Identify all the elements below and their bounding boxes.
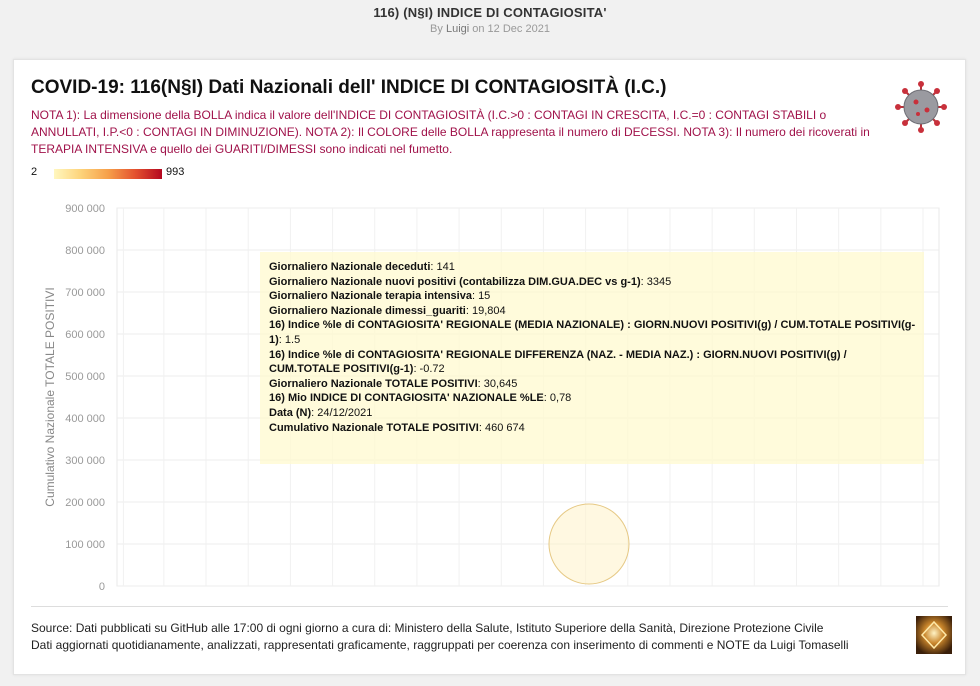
tooltip-label: Cumulativo Nazionale TOTALE POSITIVI [269,421,479,434]
tooltip-row [269,318,916,347]
tooltip-value: : 30,645 [477,377,518,390]
tooltip-row [269,260,916,275]
tooltip-label: Giornaliero Nazionale nuovi positivi (contabilizza DIM.GUA.DEC vs g-1) [269,275,641,288]
tooltip-value: : 15 [471,290,491,303]
y-tick-label: 800 000 [65,245,105,257]
source-line-2: Dati aggiornati quotidianamente, analizzati, rappresentati graficamente, raggruppati per coerenza con inserimento di commenti e NOTE da Luigi Tomaselli [31,638,849,652]
page-title: 116) (N§I) INDICE DI CONTAGIOSITA' [373,5,607,20]
y-tick-label: 300 000 [65,455,105,467]
tooltip-label: Data (N) [269,406,312,419]
color-legend [31,165,231,181]
y-tick-label: 600 000 [65,329,105,341]
tooltip-row [269,406,916,421]
y-axis-title: Cumulativo Nazionale TOTALE POSITIVI [43,287,57,507]
source-line-1: Source: Dati pubblicati su GitHub alle 17:00 di ogni giorno a cura di: Ministero della Salute, Istituto Superiore della Sanità, Direzione Protezione Civile [31,621,824,635]
y-tick-label: 900 000 [65,203,105,215]
tooltip-value: : 24/12/2021 [311,406,373,419]
chart-notes: NOTA 1): La dimensione della BOLLA indica il valore dell'INDICE DI CONTAGIOSITÀ (I.C.>0 : CONTAGI IN CRESCITA, I.C.=0 : CONTAGI STABILI o ANNULLATI, I.P.<0 : CONTAGI IN DIMINUZIONE). NOTA 2): Il COLORE delle BOLLA rappresenta il numero di DECESSI. NOTA 3): Il numero dei ricoverati in TERAPIA INTENSIVA e quello dei GUARITI/DIMESSI sono indicati nel fumetto. [31,108,870,156]
tooltip-value: : -0.72 [413,363,445,376]
virus-icon [894,80,948,134]
tooltip-label: 16) Indice %le di CONTAGIOSITA' REGIONALE (MEDIA NAZIONALE) : GIORN.NUOVI POSITIVI(g) / CUM.TOTALE POSITIVI(g-1) [269,319,916,346]
chart-card [13,59,966,675]
tooltip-value: : 19,804 [465,304,506,317]
byline [0,23,980,35]
source-note [31,620,849,654]
tooltip-value: : 0,78 [543,392,572,405]
tooltip-label: Giornaliero Nazionale deceduti [269,261,431,273]
tooltip-row [269,348,916,377]
tooltip-label: Giornaliero Nazionale dimessi_guariti [269,304,466,317]
legend-max: 993 [166,166,185,178]
legend-min: 2 [31,166,38,178]
data-tooltip [260,252,924,464]
tooltip-label: Giornaliero Nazionale terapia intensiva [269,290,472,303]
tooltip-label: Giornaliero Nazionale TOTALE POSITIVI [269,377,478,390]
tooltip-row [269,289,916,304]
tooltip-row [269,421,916,436]
author-link[interactable]: Luigi [445,23,470,35]
tooltip-value: : 141 [430,261,455,273]
highlight-bubble[interactable] [549,504,629,584]
y-tick-label: 100 000 [65,539,105,551]
tooltip-value: : 460 674 [478,421,525,434]
by-label: By [430,23,443,35]
tooltip-value: : 1.5 [278,333,301,346]
author-logo-icon [916,616,952,654]
y-tick-label: 400 000 [65,413,105,425]
y-tick-label: 500 000 [65,371,105,383]
footer-divider [31,606,948,607]
y-tick-label: 700 000 [65,287,105,299]
chart-title: COVID-19: 116(N§I) Dati Nazionali dell' INDICE DI CONTAGIOSITÀ (I.C.) [31,77,667,98]
tooltip-row [269,391,916,406]
tooltip-row [269,275,916,290]
y-tick-label: 0 [98,581,105,593]
tooltip-label: 16) Mio INDICE DI CONTAGIOSITA' NAZIONALE %LE [269,392,544,405]
tooltip-label: 16) Indice %le di CONTAGIOSITA' REGIONALE DIFFERENZA (NAZ. - MEDIA NAZ.) : GIORN.NUOVI POSITIVI(g) / CUM.TOTALE POSITIVI(g-1) [269,348,847,376]
page-header [0,0,980,48]
post-date: on 12 Dec 2021 [472,23,550,35]
tooltip-row [269,377,916,392]
y-tick-label: 200 000 [65,497,105,509]
tooltip-row [269,304,916,319]
tooltip-value: : 3345 [640,275,672,288]
legend-gradient [54,169,162,179]
